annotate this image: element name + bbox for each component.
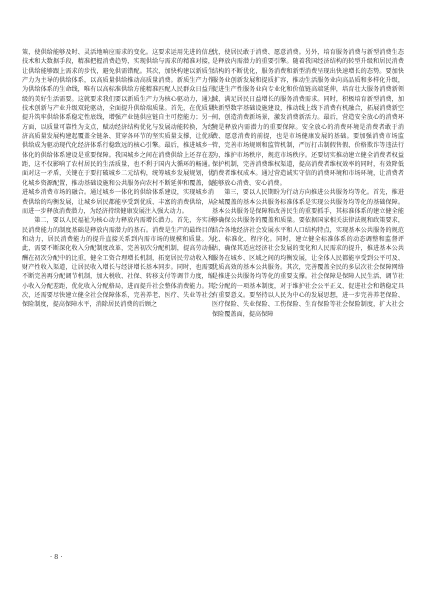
page-number: · 8 ·: [50, 553, 63, 561]
left-text-column: [22, 48, 214, 553]
body-paragraph: 第三，要以人民期盼为行动方向推进公共服务均等化。首先，推进全城覆盖的基本公共服务标准体系是实现公共服务均等化的基础保障。基本公共服务是保障和改善民生的重要抓手，其标准体系的建立健全能够确保公共服务的覆盖和质量。要依据国家相关法律法规和政策要求，结合各地经济社会发展水平和人口结构特点，实现基本公共服务的规范化、标准化、程序化。同时，建立健全标准体系的动态调整和监督评估，确保其适应经济社会发展的变化和人民需求的提升，推进基本公共服务在城乡、区域之间的均衡发展，让全体人民都能享受到公平可及、优质高效的基本公共服务。其次，完善覆盖全民的多层次社会保障网络是推进公共服务均等化的重要支撑。社会保障是保障人民生活、调节社会分配的一项基本制度，对于维护社会公平正义、促进社会和谐稳定具有重要意义。要坚持以人民为中心的发展思想，进一步完善养老保险、医疗保险、失业保险、工伤保险、生育保险等社会保险制度，扩大社会保险覆盖面，提高保障: [212, 189, 404, 318]
right-text-column: [212, 48, 404, 553]
body-paragraph: 策，使供给能够及时、灵活地响应需求的变化。这要求运用先进的信息技术和大数据手段，精准把握消费趋势，实现供给与需求的精准对接，让供给能够跟上需求的步伐，避免供需错配。其次，加快构建以新质生产力为主导的供给体系，以高质量供给推动高质量消费。新质生产力作为供给体系的生命线，唯有以高标准供给方能精准匹配人民群众日益升级的美好生活需要。这就要求我们要以新质生产力为核心驱动力，通过技术创新与产业升级双轮驱动，全面提升供给端质量。首先，在优质量提升筑牢供给体系稳定性底线，增强产业链供应链自主可控能力；另一方面，以质量可靠性为支点，赋动经济结构优化与发展动能转换，为经济高质量发展构建起覆盖全链条、贯穿各环节的坚实质量支撑，让优质供给成为驱动现代化经济体系行稳致远的核心引擎。最后，推进城乡一体化的供给体系建设是重要保障。我国城乡之间在消费供给上还存在差距，这不仅影响了农村居民的生活质量，也不利于国内大循环的畅通。面对这一矛盾，关键在于要打破城乡二元结构，统筹城乡发展规划，优化城乡资源配置，推动基础设施和公共服务向农村不断延伸和覆盖，促进城乡消费市场的融合。通过城乡一体化的供给体系建设，实现城乡消费供给的均衡发展，让城乡居民都能享受到优质、丰富的消费供给，从而进一步释放消费潜力，为经济持续健康发展注入强大动力。: [22, 49, 214, 215]
body-paragraph: 忧，使居民敢于消费、愿意消费。另外，培育服务消费与新型消费生态是释放内需潜力的重要引擎。随着我国经济结构的转型升级和居民消费结构的不断优化，服务消费和新型消费呈现出快速增长的态势。要加快服务业创新发展和提质扩容，推动生活服务业向高品质和多样化升级，促进生产性服务业向专业化和价值链高端延伸，培育壮大服务消费新领域，满足居民日益增长的服务消费需求。同时，积极培育新型消费，加快新型数字基础设施建设，推动线上线下消费有机融合，拓展消费新空间，创造消费新场景，激发消费新活力。最后，营造安全放心的消费环境是释放内需潜力的重要保障。安全放心的消费环境是消费者敢于消费、愿意消费的前提，也是市场健康发展的基础。要加强消费市场监管，完善市场规则和监管机制，严厉打击制假售假、价格欺诈等违法行为，维护市场秩序，规范市场秩序。还要切实推动建立健全消费者权益保护机制，完善消费维权渠道，提高消费者维权效率的同时，有效降低消费者维权成本。通过营造诚实守信的消费环境和市场环境，让消费者能够放心消费、安心消费。: [212, 49, 404, 187]
body-paragraph: 第二，要以人民福祉为核心动力释放内需增长潜力。首先，夯实居民消费能力的制度基础是释放内需潜力的基石。消费是生产的最终目的和动力，居民消费能力的提升直接关系到内需市场的规模和质量。为此，需要不断深化收入分配制度改革，完善初次分配机制，提高劳动报酬在初次分配中的比重，健全工资合理增长机制，拓宽居民劳动收入和财产性收入渠道，让居民收入增长与经济增长基本同步。同时，也需要不断完善再分配调节机制，加大税收、社保、转移支付等调节力度，缩小收入分配差距，优化收入分配格局，进而提升社会整体消费能力。其次，还需要尽快建立健全社会保障体系，完善养老、医疗、失业等社会保险制度，提高保障水平，消除居民消费的后顾之: [22, 217, 214, 309]
